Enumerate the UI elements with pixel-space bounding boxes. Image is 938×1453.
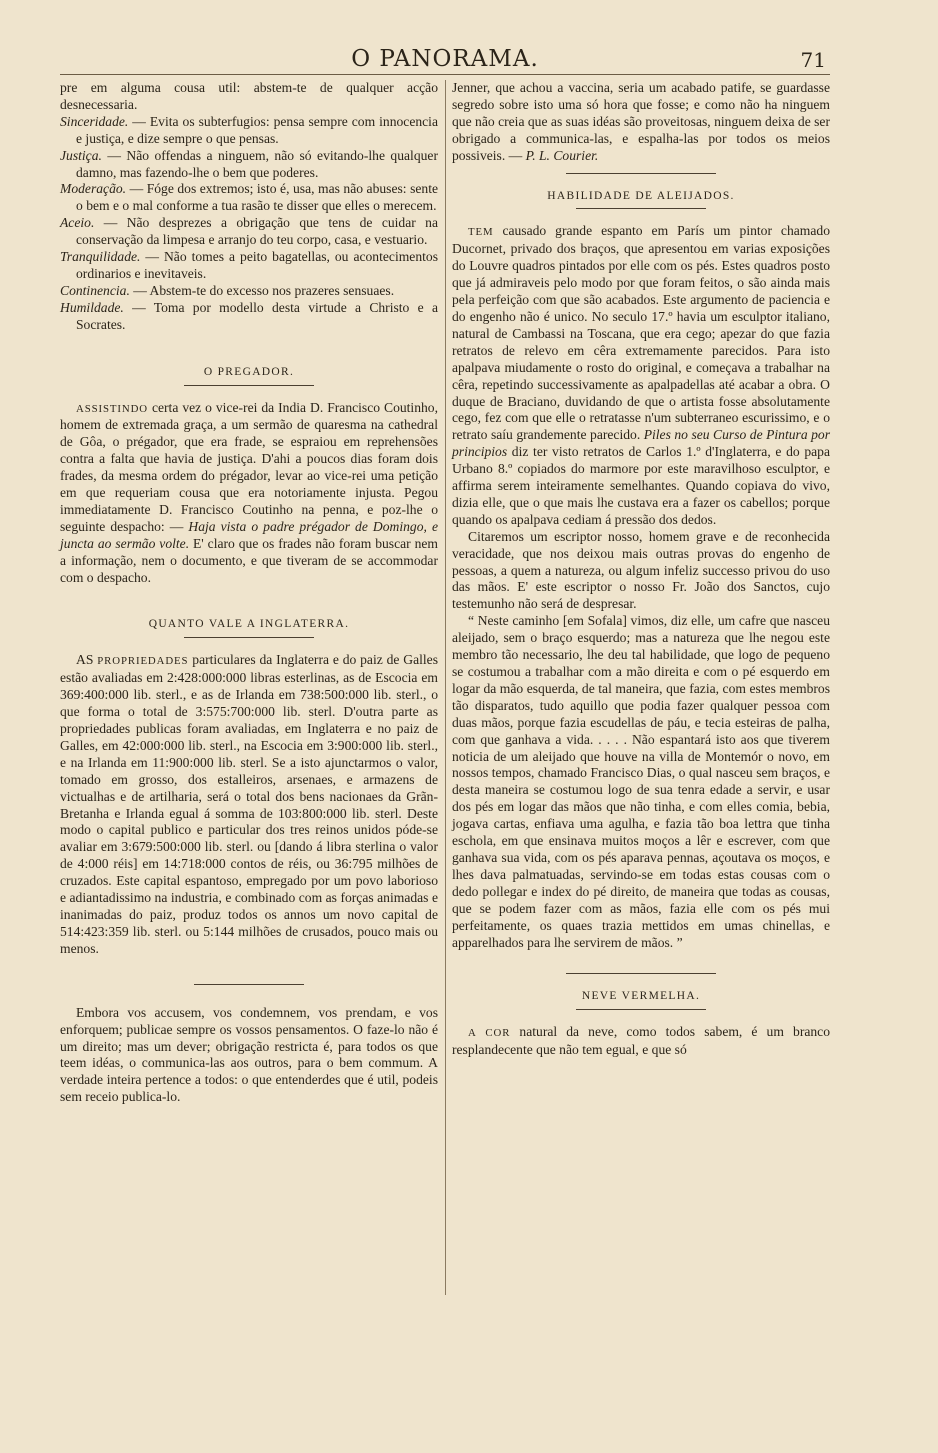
drop-word: ASSISTINDO (76, 402, 148, 415)
virtue-entry (60, 114, 438, 148)
title-underline (576, 1009, 706, 1010)
page-header (60, 44, 830, 75)
section-separator (566, 973, 716, 974)
virtue-term: Moderação. (60, 181, 127, 197)
virtue-term: Humildade. (60, 299, 124, 315)
publication-title: O PANORAMA. (351, 46, 539, 72)
author-signature: P. L. Courier. (525, 147, 599, 163)
virtue-term: Justiça. (60, 147, 102, 163)
drop-word: AS (76, 652, 94, 668)
title-underline (184, 385, 314, 386)
section-title-habilidade: HABILIDADE DE ALEIJADOS. (452, 188, 830, 210)
virtue-entry (60, 300, 438, 334)
pregador-paragraph: ASSISTINDO certa vez o vice-rei da India D. Francisco Coutinho, homem de extremada graça, a um sermão de quaresma na cathedral de Gôa, o prégador, que era frade, se espraiou em reprehensões contra a falta que havia de justiça. D'ahi a poucos dias foram dois frades, da mesma ordem do prégador, levar ao vice-rei uma petição em que requeriam cousa que era notoriamente injusta. Pegou immediatamente D. Francisco Coutinho na penna, e poz-lhe o seguinte despacho: — Haja vista o padre prégador de Domingo, e juncta ao sermão volte. E' claro que os frades não foram buscar nem a informação, nem o documento, e que tiveram de se accommodar com o despacho. (60, 399, 438, 585)
virtue-entry (60, 215, 438, 249)
neve-paragraph: A COR natural da neve, como todos sabem, é um branco resplandecente que não tem egual, e que só (452, 1024, 831, 1058)
virtue-term: Continencia. (60, 282, 130, 298)
column-divider (445, 80, 446, 1295)
virtue-entry (60, 148, 438, 182)
page-number: 71 (800, 48, 826, 72)
book-title: Piles no seu Curso de Pintura por principios (452, 427, 830, 460)
small-caps-word: PROPRIEDADES (97, 655, 189, 668)
habilidade-paragraph-2: Citaremos um escriptor nosso, homem grave e de reconhecida veracidade, que nos deixou mais outras provas do engenho de pessoas, a quem a natureza, ou algum infeliz successo privou do uso das mãos. E' este escriptor o nosso Fr. João dos Sanctos, cujo testemunho não será de despresar. (452, 528, 830, 612)
title-underline (576, 208, 706, 209)
right-column (452, 80, 830, 1059)
title-underline (184, 637, 314, 638)
virtue-text: — Não tomes a peito bagatellas, ou acontecimentos ordinarios e inevitaveis. (76, 249, 438, 281)
drop-word: TEM (468, 226, 494, 239)
continuation-paragraph: Jenner, que achou a vaccina, seria um acabado patife, se guardasse segredo sobre isto uma só hora que fosse; e como não ha ninguem que não creia que as suas idéas são proveitosas, ninguem deixa de ser obrigado a communica-las, e espalha-las por todos os meios possiveis. — P. L. Courier. (452, 80, 830, 163)
virtue-entry (60, 283, 438, 300)
closing-paragraph: Embora vos accusem, vos condemnem, vos prendam, e vos enforquem; publicae sempre os vossos pensamentos. O faze-lo não é um direito; mas um dever; obrigação restricta é, para todos os que teem idéas, o communica-las aos outros, para o bem commum. A verdade inteira pertence a todos: o que entenderdes que é util, podeis sem receio publica-lo. (60, 1004, 438, 1105)
despacho-quote: Haja vista o padre prégador de Domingo, e juncta ao sermão volte. (60, 518, 438, 551)
virtue-text: — Evita os subterfugios: pensa sempre com innocencia e justiça, e dize sempre o que pensas. (76, 113, 438, 146)
virtue-term: Tranquilidade. (60, 249, 141, 265)
section-title-inglaterra: QUANTO VALE A INGLATERRA. (60, 616, 438, 638)
virtue-term: Aceio. (60, 215, 95, 231)
virtue-term: Sinceridade. (60, 113, 129, 129)
drop-word: A COR (468, 1027, 511, 1040)
habilidade-paragraph-1: TEM causado grande espanto em París um pintor chamado Ducornet, privado dos braços, que apresentou em varias exposições do Louvre quadros pintados por elle com os pés. Estes quadros posto que já admiraveis pelo modo por que foram feitos, o são ainda mais pela perfeição com que são acabados. Este argumento de paciencia e do engenho não é unico. No seculo 17.º havia um esculptor italiano, natural de Cambassi na Toscana, que era cego; apezar do que fazia retratos de relevo em cêra extremamente parecidos. Para isto apalpava miudamente o rosto do original, e começava a trabalhar na cêra, repetindo successivamente as apalpadellas até acabar a obra. O duque de Braciano, duvidando de que o artista fosse absolutamente cego, fez com que elle o retratasse n'um subterraneo escurissimo, e o retrato saíu grandemente parecido. Piles no seu Curso de Pintura por principios diz ter visto retratos de Carlos 1.º d'Inglaterra, e do papa Urbano 8.º copiados do marmore por este maravilhoso esculptor, e affirma serem inteiramente semelhantes. Quando copiava do vivo, dizia elle, que o que mais lhe custava era a fazer os cabellos; porque quando os apalpava cediam á pressão dos dedos. (452, 223, 830, 527)
section-separator (194, 984, 304, 985)
virtue-text: — Não offendas a ninguem, não só evitando-lhe qualquer damno, mas fazendo-lhe o bem que poderes. (76, 147, 438, 180)
virtue-entry (60, 181, 438, 215)
inglaterra-paragraph: AS PROPRIEDADES particulares da Inglaterra e do paiz de Galles estão avaliadas em 2:428:000:000 libras esterlinas, as de Escocia em 369:400:000 lib. sterl., e as de Irlanda em 738:500:000 lib. sterl., o que forma o total de 3:575:700:000 lib. sterl. D'outra parte as propriedades publicas foram avaliadas, em Inglaterra e no paiz de Galles, em 42:000:000 lib. sterl., na Escocia em 3:900:000 lib. sterl., e na Irlanda em 11:900:000 lib. sterl. Se a isto ajunctarmos o valor, tomado em grosso, dos estalleiros, arsenaes, e armazens de victualhas e de artilharia, será o total dos bens nacionaes da Grãn-Bretanha e Irlanda egual á somma de 103:800:000 lib. sterl. Deste modo o capital publico e particular dos tres reinos unidos póde-se avaliar em 3:679:500:000 lib. sterl. ou [dando á libra sterlina o valor de 4:000 réis] em 14:718:000 contos de réis, ou 36:795 milhões de cruzados. Este capital espantoso, empregado por um povo laborioso e adiantadissimo na industria, e combinado com as forças animadas e inanimadas do paiz, produz todos os annos um novo capital de 514:423:359 lib. sterl. ou 5:144 milhões de crusados, pouco mais ou menos. (60, 652, 438, 956)
virtue-text: — Abstem-te do excesso nos prazeres sensuaes. (129, 282, 395, 298)
section-title-pregador: O PREGADOR. (60, 364, 438, 386)
virtue-text: — Fóge dos extremos; isto é, usa, mas não abuses: sente o bem e o mal conforme a tua rasão te disser que elles o merecem. (76, 181, 438, 214)
section-separator (566, 173, 716, 174)
virtue-text: — Não desprezes a obrigação que tens de cuidar na conservação da limpesa e arranjo do teu corpo, casa, e vestuario. (76, 215, 438, 248)
virtue-entry (60, 249, 438, 283)
virtue-text: — Toma por modello desta virtude a Christo e a Socrates. (76, 299, 438, 332)
virtues-intro: pre em alguma cousa util: abstem-te de qualquer acção desnecessaria. (60, 80, 438, 112)
habilidade-quote: “ Neste caminho [em Sofala] vimos, diz elle, um cafre que nasceu aleijado, sem o braço esquerdo; mas a natureza que lhe negou este membro tão necessario, lhe deu tal habilidade, que logo de pequeno se costumou a trabalhar com a mão direita e com o pé esquerdo em logar da mão esquerda, de tal maneira, que fazia, com estes membros tão disparatos, tudo aquillo que podia fazer qualquer pessoa com duas mãos, porque fazia escudellas de páu, e tecia esteiras de palha, com que ganhava a vida. . . . . Não espantará isto aos que tiverem noticia de um aleijado que houve na villa de Montemór o novo, em nossos tempos, chamado Francisco Dias, o qual nasceu sem braços, e desta maneira se costumou logo de sua tenra edade a servir, e usar dos pés em logar das mãos que não tinha, e com elles comia, bebia, jogava cartas, enfiava uma agulha, e fazia tão boa lettra que tinha eschola, em que ensinava muitos moços a lêr e escrever, com que ganhava sua vida, com os pés aparava pennas, açoutava os moços, e lhes dava palmatuadas, servindo-se em todas estas cousas com o dedo pollegar e index do pé direito, de maneira que todas as cousas, que se podem fazer com as mãos, fazia elle com os pés mui perfeitamente, os quaes trazia mettidos em umas chinellas, e apparelhados para lhe servirem de mãos. ” (452, 613, 830, 950)
section-title-neve: NEVE VERMELHA. (452, 988, 830, 1010)
left-column (60, 80, 438, 1106)
